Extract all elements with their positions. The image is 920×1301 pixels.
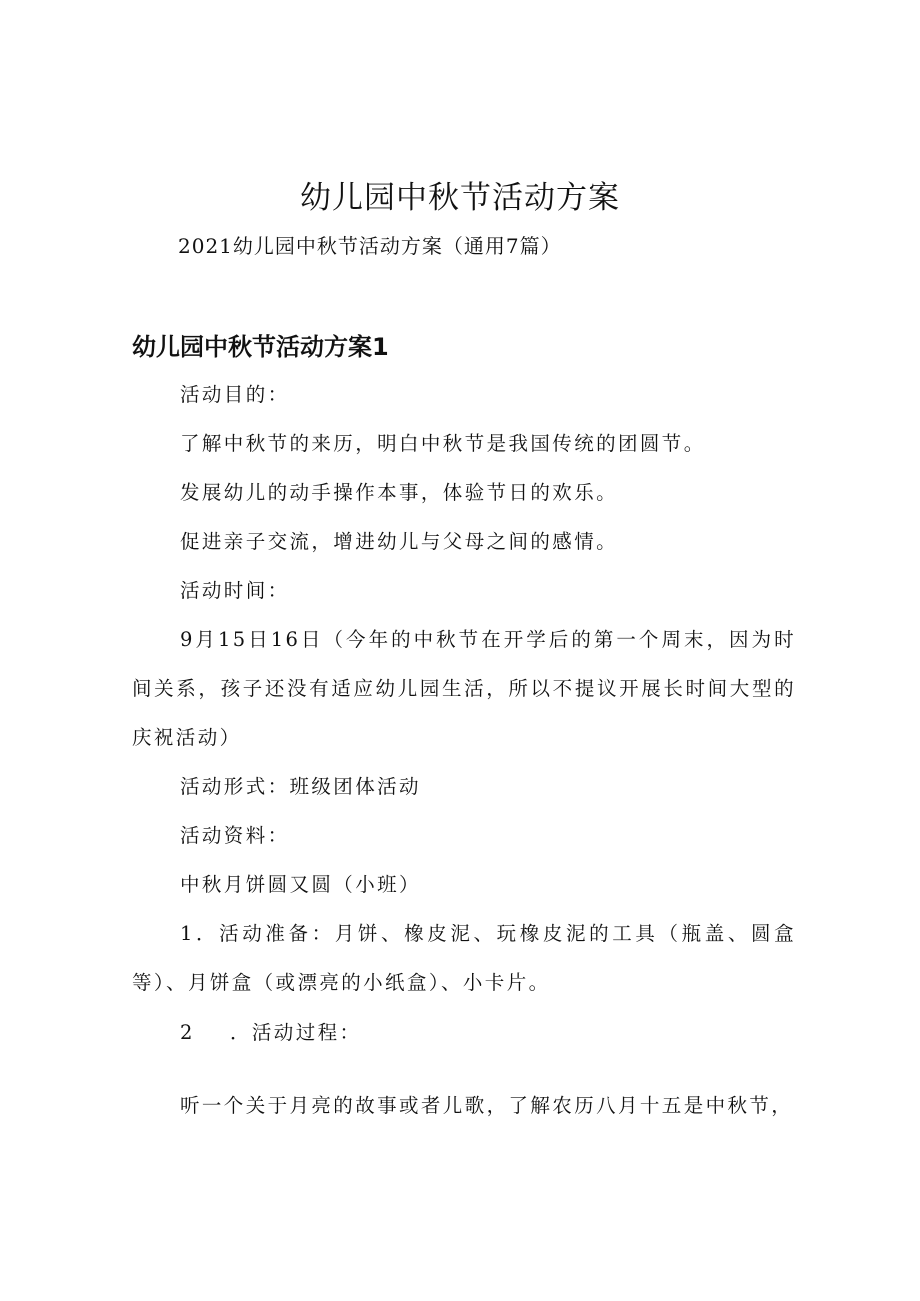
item-text: ．活动过程：: [230, 1021, 362, 1044]
paragraph: 活动形式：班级团体活动: [180, 775, 421, 798]
paragraph: 听一个关于月亮的故事或者儿歌，了解农历八月十五是中秋节，: [180, 1094, 794, 1117]
document-subtitle: 2021幼儿园中秋节活动方案（通用7篇）: [178, 234, 562, 258]
paragraph: 促进亲子交流，增进幼儿与父母之间的感情。: [180, 530, 619, 553]
paragraph: 了解中秋节的来历，明白中秋节是我国传统的团圆节。: [180, 432, 706, 455]
item-number: 2: [180, 1021, 195, 1044]
paragraph: 活动目的：: [180, 383, 290, 406]
paragraph: 1．活动准备：月饼、橡皮泥、玩橡皮泥的工具（瓶盖、圆盒等）、月饼盒（或漂亮的小纸盒）、小卡片。: [132, 922, 796, 994]
paragraph-item-2: [132, 1008, 798, 1057]
paragraph: 活动时间：: [180, 579, 290, 602]
paragraph: 发展幼儿的动手操作本事，体验节日的欢乐。: [180, 481, 619, 504]
section-heading: 幼儿园中秋节活动方案1: [132, 333, 389, 361]
document-title: 幼儿园中秋节活动方案: [300, 180, 620, 216]
paragraph: 中秋月饼圆又圆（小班）: [180, 873, 421, 896]
paragraph: 9月15日16日（今年的中秋节在开学后的第一个周末，因为时间关系，孩子还没有适应幼儿园生活，所以不提议开展长时间大型的庆祝活动）: [132, 628, 796, 749]
paragraph: 活动资料：: [180, 824, 290, 847]
